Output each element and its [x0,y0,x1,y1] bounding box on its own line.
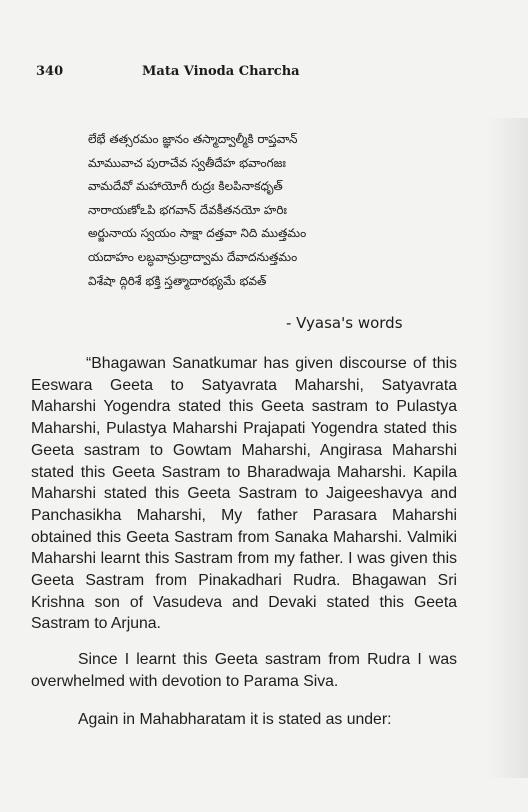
verse-line: మామువాచ పురాచేవ స్వతీదేహ భవాంగజః [88,155,286,170]
body-paragraph: Since I learnt this Geeta sastram from Rudra I was overwhelmed with devotion to Parama Siva. [31,651,457,690]
telugu-verse [88,128,488,293]
body-paragraph: “Bhagawan Sanatkumar has given discourse of this Eeswara Geeta to Satyavrata Maharshi, Satyavrata Maharshi Yogendra stated this Geeta sastram to Pulastya Maharshi, Pulastya Maharshi Prajapati Yogendra stated this Geeta sastram to Gowtam Maharshi, Angirasa Maharshi stated this Geeta Sastram to Bharadwaja Maharshi. Kapila Maharshi stated this Geeta Sastram to Jaigeeshavya and Panchasikha Maharshi, My father Parasara Maharshi obtained this Geeta Sastram from Sanaka Maharshi. Valmiki Maharshi learnt this Sastram from my father. I was given this Geeta Sastram from Pinakadhari Rudra. Bhagawan Sri Krishna son of Vasudeva and Devaki stated this Geeta Sastram to Arjuna. [31,355,457,633]
verse-line: యదాహం లబ్ధవాన్రుద్రాద్వామ దేవాదనుత్తమం [88,249,298,264]
verse-line: లేభే తత్సరమం జ్ఞానం తస్మాద్వాల్మీకి రాప్తవాన్ [88,132,298,146]
verse-line: అర్జునాయ స్వయం సాక్షా దత్తవా నిది ముత్తమం [88,226,307,241]
page-number: 340 [36,64,64,79]
body-paragraph: Again in Mahabharatam it is stated as under: [78,711,392,728]
verse-line: విశేషా ద్గిరిశే భక్తి స్తత్మాదారభ్యమే భవత్ [88,273,267,288]
verse-line: నారాయణోఽపి భగవాన్ దేవకీతనయో హరిః [88,202,287,217]
verse-attribution: - Vyasa's words [286,314,403,332]
running-title: Mata Vinoda Charcha [142,64,300,79]
show-through-shadow [488,118,528,778]
verse-line: వామదేవో మహాయోగీ రుద్రః కిలపినాకధృత్ [88,179,283,194]
